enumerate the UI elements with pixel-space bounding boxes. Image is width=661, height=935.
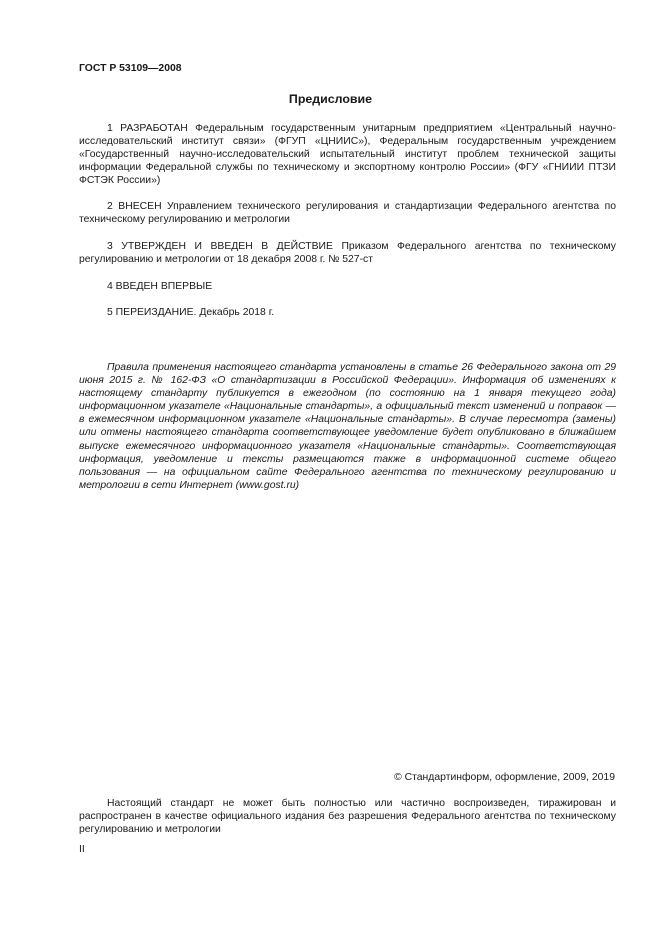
standard-number: ГОСТ Р 53109—2008 xyxy=(79,63,182,74)
preface-item-5 xyxy=(79,306,616,319)
page-number: II xyxy=(79,844,85,855)
copyright-line: © Стандартинформ, оформление, 2009, 2019 xyxy=(394,772,615,783)
preface-item-text: 4 ВВЕДЕН ВПЕРВЫЕ xyxy=(107,281,213,292)
reproduction-notice xyxy=(79,797,616,836)
preface-item-text: 2 ВНЕСЕН Управлением технического регулирования и стандартизации Федерального агентства по техническому регулированию и метрологии xyxy=(79,201,616,226)
preface-item-text: 3 УТВЕРЖДЕН И ВВЕДЕН В ДЕЙСТВИЕ Приказом Федерального агентства по техническому регулированию и метрологии от 18 декабря 2008 г. № 527-ст xyxy=(79,241,616,266)
preface-item-text: 1 РАЗРАБОТАН Федеральным государственным унитарным предприятием «Центральный научно-исследовательский институт связи» (ФГУП «ЦНИИС»), Федеральным государственным учреждением «Государственный научно-исследовательский испытательный институт проблем технической защиты информации Федеральной службы по техническому и экспортному контролю России» (ФГУ «ГНИИИ ПТЗИ ФСТЭК России») xyxy=(79,123,616,187)
preface-item-4 xyxy=(79,280,616,293)
preface-item-3 xyxy=(79,240,616,266)
preface-item-1 xyxy=(79,122,616,187)
application-notice-text: Правила применения настоящего стандарта установлены в статье 26 Федерального закона от 29 июня 2015 г. № 162-ФЗ «О стандартизации в Российской Федерации». Информация об изменениях к настоящему стандарту публикуется в ежегодном (по состоянию на 1 января текущего года) информационном указателе «Национальные стандарты», а официальный текст изменений и поправок — в ежемесячном информационном указателе «Национальные стандарты». В случае пересмотра (замены) или отмены настоящего стандарта соответствующее уведомление будет опубликовано в ближайшем выпуске ежемесячного информационного указателя «Национальные стандарты». Соответствующая информация, уведомление и тексты размещаются также в информационной системе общего пользования — на официальном сайте Федерального агентства по техническому регулированию и метрологии в сети Интернет (www.gost.ru) xyxy=(79,362,616,491)
application-notice xyxy=(79,361,616,492)
preface-item-text: 5 ПЕРЕИЗДАНИЕ. Декабрь 2018 г. xyxy=(107,307,275,318)
page-title: Предисловие xyxy=(288,92,373,106)
reproduction-notice-text: Настоящий стандарт не может быть полностью или частично воспроизведен, тиражирован и распространен в качестве официального издания без разрешения Федерального агентства по техническому регулированию и метрологии xyxy=(79,798,616,836)
preface-item-2 xyxy=(79,200,616,226)
